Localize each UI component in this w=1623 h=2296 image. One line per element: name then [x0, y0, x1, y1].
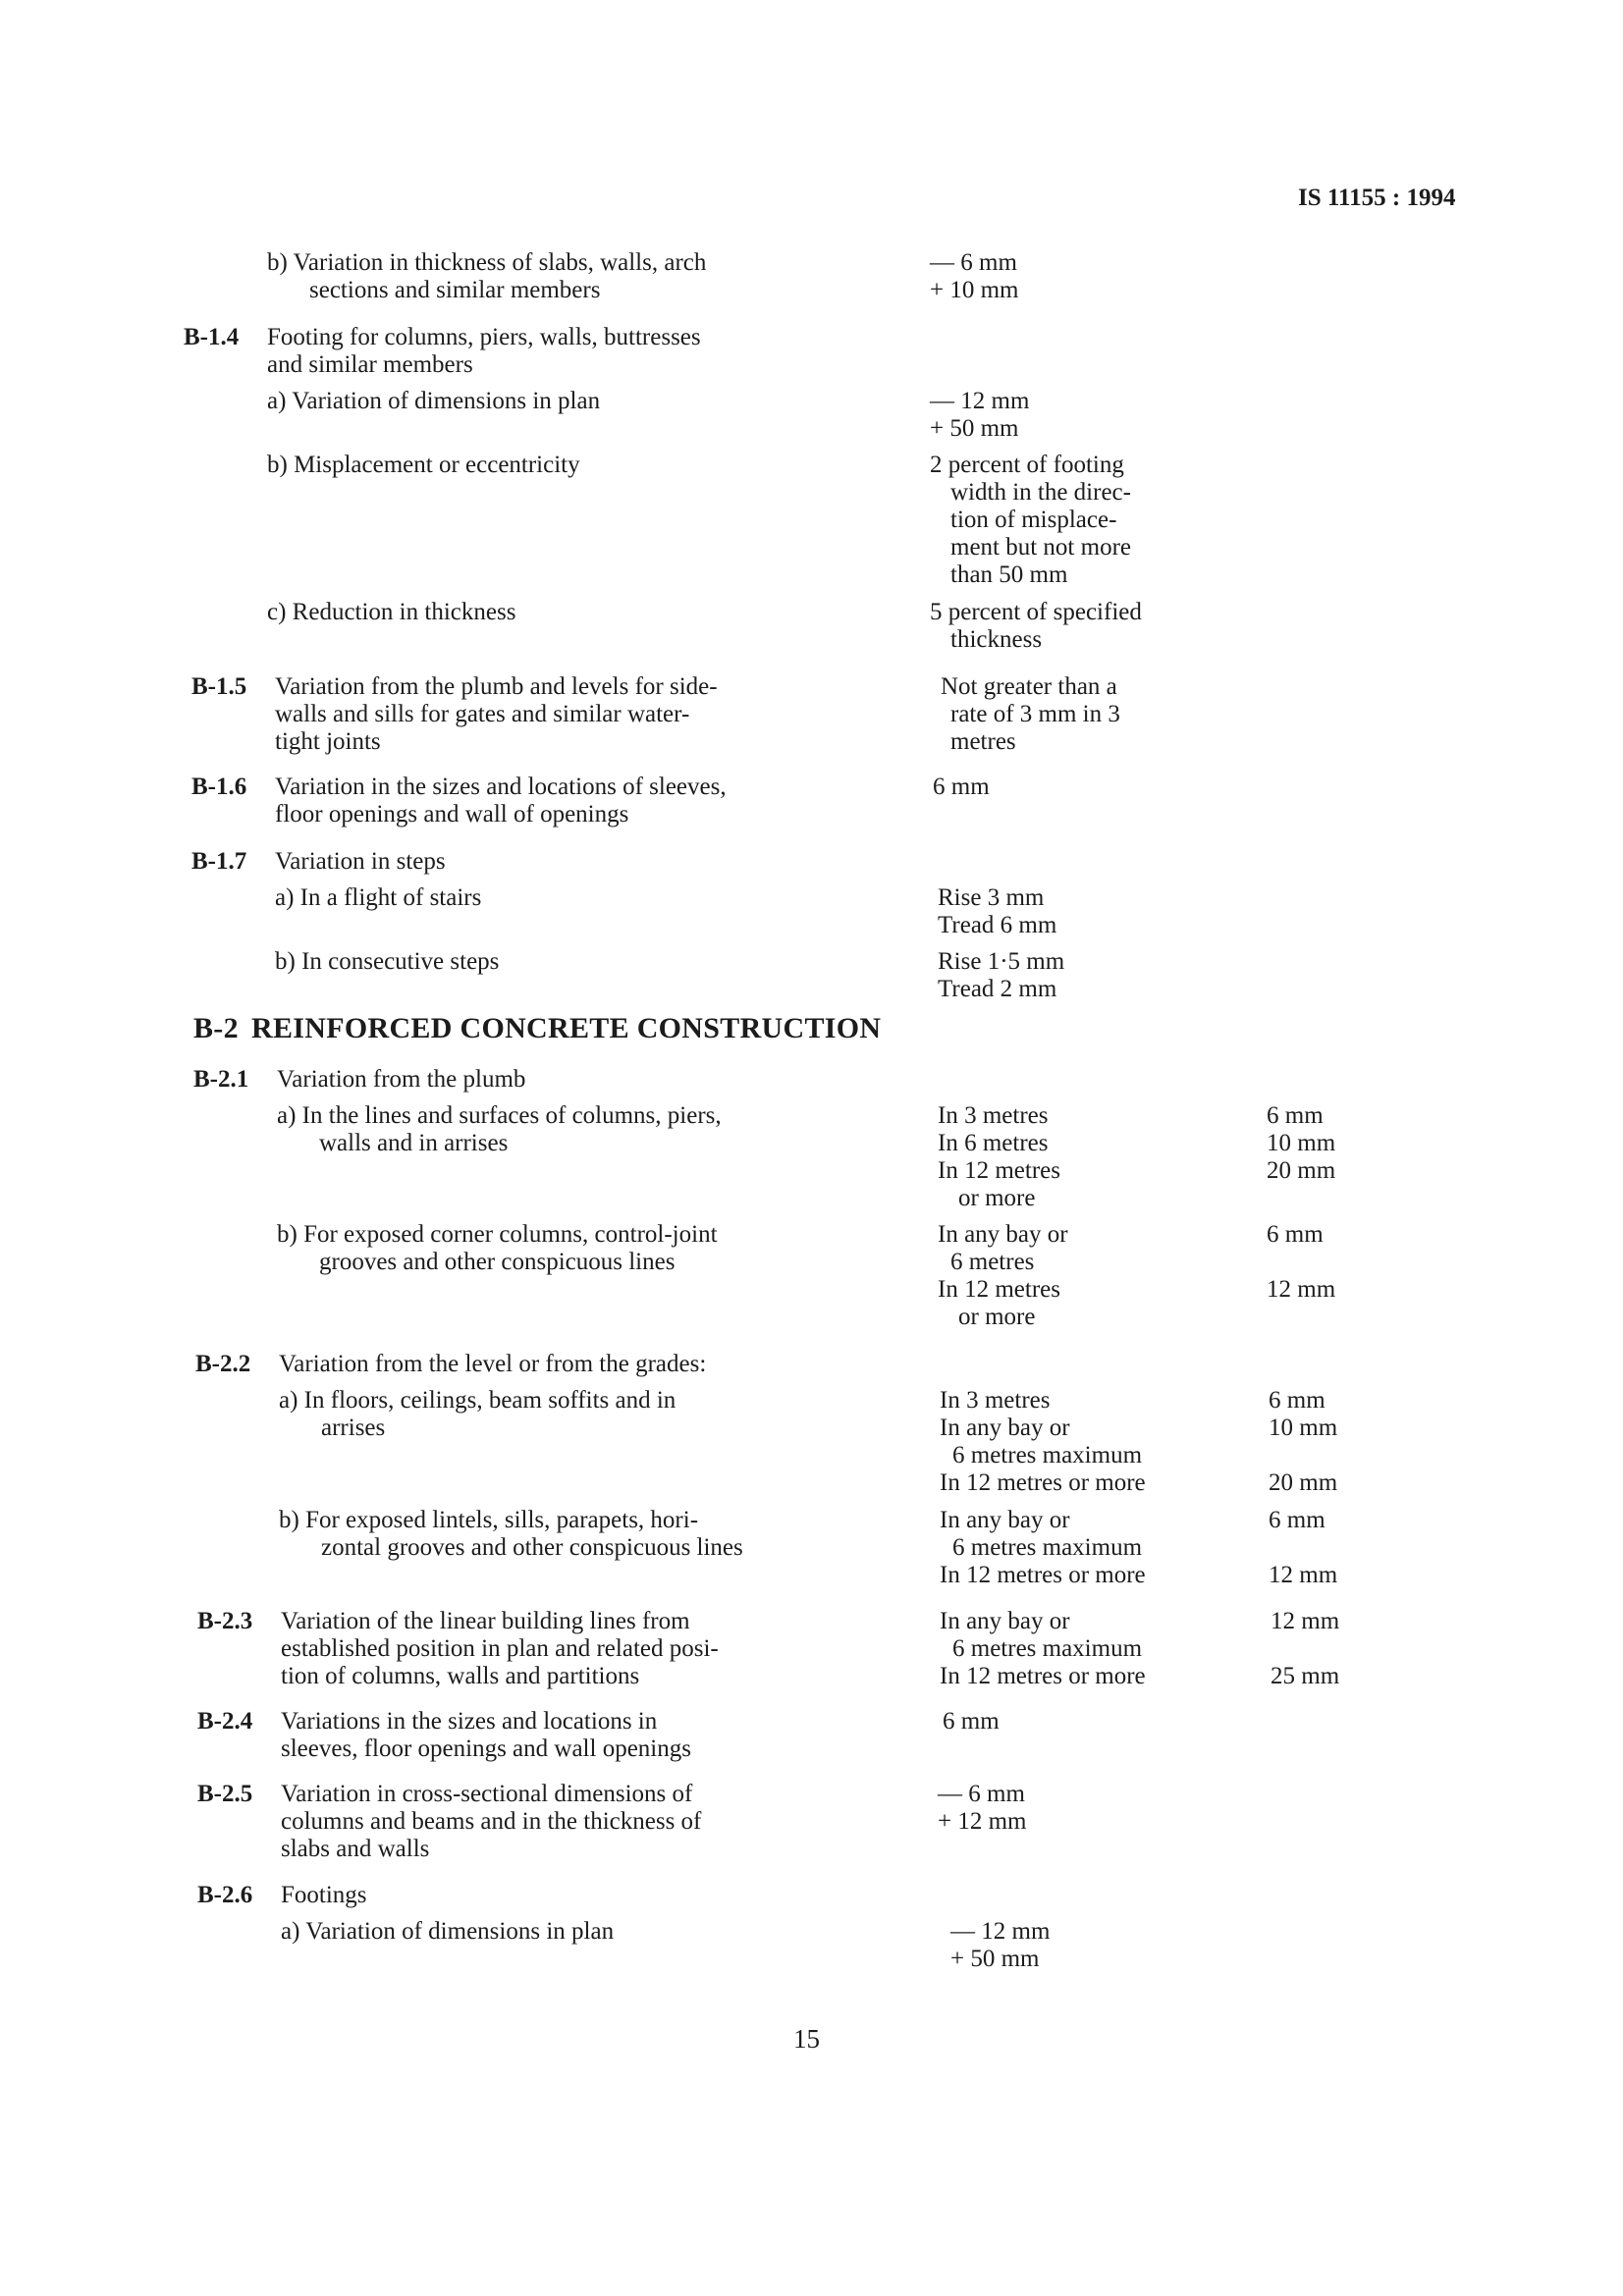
document-header: IS 11155 : 1994 [1298, 185, 1456, 211]
table-text: 6 metres maximum [952, 1635, 1143, 1662]
table-text: grooves and other conspicuous lines [319, 1249, 676, 1275]
table-text: Tread 2 mm [938, 976, 1057, 1002]
table-text: Rise 3 mm [938, 884, 1045, 911]
table-text: Footing for columns, piers, walls, buttresses [267, 324, 701, 350]
table-text: 5 percent of specified [930, 599, 1142, 625]
table-text: established position in plan and related posi- [281, 1635, 719, 1662]
clause-number: B-1.6 [191, 774, 247, 800]
clause-number: B-1.5 [191, 673, 247, 700]
table-text: In any bay or [940, 1507, 1070, 1533]
table-text: 2 percent of footing [930, 452, 1124, 478]
table-text: Variations in the sizes and locations in [281, 1708, 658, 1735]
table-text: b) Variation in thickness of slabs, walls, arch [267, 249, 707, 276]
table-text: ment but not more [950, 534, 1131, 561]
table-text: 12 mm [1269, 1562, 1338, 1588]
table-text: 6 metres maximum [952, 1442, 1143, 1468]
clause-number: B-1.7 [191, 848, 247, 875]
table-text: floor openings and wall of openings [275, 801, 629, 828]
clause-number: B-2.1 [193, 1066, 249, 1093]
page-number: 15 [793, 2024, 820, 2054]
table-text: a) Variation of dimensions in plan [267, 388, 601, 414]
table-text: + 12 mm [938, 1808, 1027, 1835]
section-heading: B-2 [193, 1012, 239, 1044]
table-text: — 12 mm [930, 388, 1030, 414]
table-text: In 3 metres [938, 1102, 1049, 1129]
table-text: 12 mm [1271, 1608, 1340, 1634]
table-text: In 12 metres or more [940, 1562, 1146, 1588]
clause-number: B-2.3 [197, 1608, 253, 1634]
table-text: 6 mm [1267, 1221, 1324, 1248]
table-text: b) In consecutive steps [275, 948, 500, 975]
table-text: c) Reduction in thickness [267, 599, 516, 625]
clause-number: B-2.4 [197, 1708, 253, 1735]
table-text: 6 mm [943, 1708, 1000, 1735]
table-text: 20 mm [1267, 1157, 1336, 1184]
table-text: or more [958, 1185, 1036, 1211]
table-text: a) In floors, ceilings, beam soffits and in [279, 1387, 676, 1414]
table-text: Variation from the level or from the grades: [279, 1351, 707, 1377]
table-text: sleeves, floor openings and wall openings [281, 1735, 691, 1762]
table-text: b) For exposed lintels, sills, parapets, hori- [279, 1507, 699, 1533]
table-text: — 6 mm [938, 1781, 1025, 1807]
table-text: sections and similar members [309, 277, 601, 303]
table-text: tight joints [275, 728, 381, 755]
table-text: 6 metres [950, 1249, 1035, 1275]
table-text: 6 mm [933, 774, 990, 800]
table-text: In any bay or [940, 1608, 1070, 1634]
table-text: + 50 mm [950, 1946, 1040, 1972]
table-text: Variation in the sizes and locations of sleeves, [275, 774, 727, 800]
table-text: slabs and walls [281, 1836, 430, 1862]
table-text: b) For exposed corner columns, control-joint [277, 1221, 718, 1248]
clause-number: B-1.4 [184, 324, 240, 350]
table-text: 10 mm [1269, 1415, 1338, 1441]
table-text: In 12 metres [938, 1157, 1060, 1184]
table-text: Variation in cross-sectional dimensions of [281, 1781, 693, 1807]
table-text: 6 metres maximum [952, 1534, 1143, 1561]
table-text: tion of misplace- [950, 507, 1117, 533]
table-text: columns and beams and in the thickness of [281, 1808, 702, 1835]
table-text: In 12 metres or more [940, 1663, 1146, 1689]
table-text: Footings [281, 1882, 367, 1908]
table-text: a) Variation of dimensions in plan [281, 1918, 615, 1945]
table-text: zontal grooves and other conspicuous lines [321, 1534, 743, 1561]
table-text: Variation of the linear building lines from [281, 1608, 690, 1634]
table-text: Variation from the plumb and levels for side- [275, 673, 718, 700]
table-text: 6 mm [1269, 1507, 1325, 1533]
table-text: In any bay or [940, 1415, 1070, 1441]
table-text: tion of columns, walls and partitions [281, 1663, 640, 1689]
table-text: thickness [950, 626, 1043, 653]
table-text: 10 mm [1267, 1130, 1336, 1156]
table-text: + 10 mm [930, 277, 1019, 303]
table-text: — 12 mm [950, 1918, 1051, 1945]
table-text: In 12 metres [938, 1276, 1060, 1303]
table-text: a) In a flight of stairs [275, 884, 482, 911]
table-text: — 6 mm [930, 249, 1017, 276]
table-text: rate of 3 mm in 3 [950, 701, 1120, 727]
table-text: b) Misplacement or eccentricity [267, 452, 580, 478]
clause-number: B-2.6 [197, 1882, 253, 1908]
table-text: than 50 mm [950, 561, 1068, 588]
table-text: metres [950, 728, 1016, 755]
table-text: walls and in arrises [319, 1130, 509, 1156]
table-text: 6 mm [1269, 1387, 1325, 1414]
table-text: In 6 metres [938, 1130, 1049, 1156]
table-text: Variation in steps [275, 848, 446, 875]
table-text: arrises [321, 1415, 386, 1441]
table-text: 6 mm [1267, 1102, 1324, 1129]
table-text: and similar members [267, 351, 473, 378]
table-text: width in the direc- [950, 479, 1131, 506]
table-text: 25 mm [1271, 1663, 1340, 1689]
table-text: In any bay or [938, 1221, 1068, 1248]
table-text: Not greater than a [941, 673, 1117, 700]
clause-number: B-2.2 [195, 1351, 251, 1377]
clause-number: B-2.5 [197, 1781, 253, 1807]
table-text: In 12 metres or more [940, 1469, 1146, 1496]
table-text: 12 mm [1267, 1276, 1336, 1303]
table-text: walls and sills for gates and similar water- [275, 701, 690, 727]
section-heading: REINFORCED CONCRETE CONSTRUCTION [251, 1012, 882, 1044]
table-text: Variation from the plumb [277, 1066, 526, 1093]
table-text: Rise 1·5 mm [938, 948, 1065, 975]
table-text: In 3 metres [940, 1387, 1051, 1414]
table-text: 20 mm [1269, 1469, 1338, 1496]
table-text: Tread 6 mm [938, 912, 1057, 938]
table-text: + 50 mm [930, 415, 1019, 442]
table-text: or more [958, 1304, 1036, 1330]
table-text: a) In the lines and surfaces of columns, piers, [277, 1102, 722, 1129]
